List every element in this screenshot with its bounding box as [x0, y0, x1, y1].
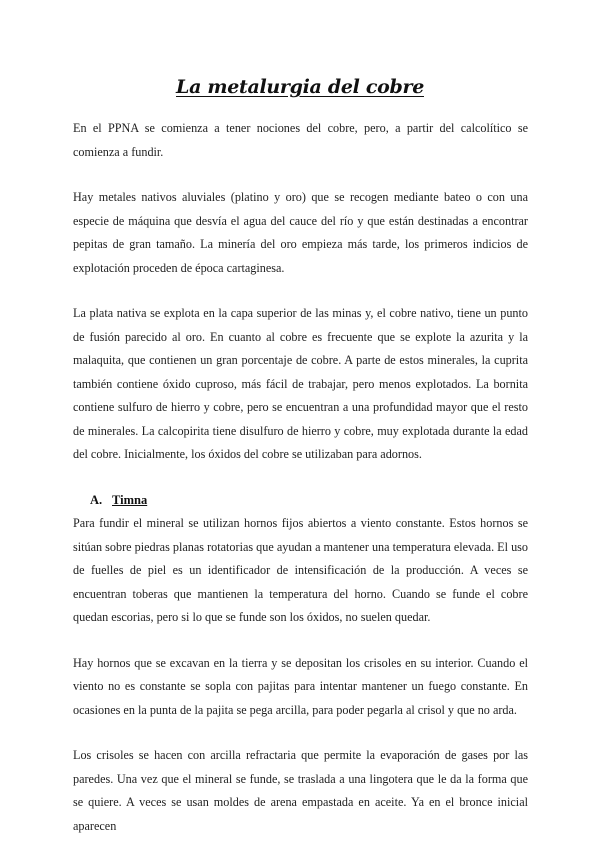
paragraph-minerals: La plata nativa se explota en la capa superior de las minas y, el cobre nativo, tiene un punto de fusión parecido al oro. En cuanto al cobre es frecuente que se explote la azurita y la malaquita, que contienen un gran porcentaje de cobre. A parte de estos minerales, la cuprita también contiene óxido cuproso, más fácil de trabajar, pero menos explotados. La bornita contiene sulfuro de hierro y cobre, pero se encuentran a una profundidad mayor que el resto de minerales. La calcopirita tiene disulfuro de hierro y cobre, muy explotada durante la edad del cobre. Inicialmente, los óxidos del cobre se utilizaban para adornos. — [73, 306, 528, 461]
paragraph-intro: En el PPNA se comienza a tener nociones del cobre, pero, a partir del calcolítico se comienza a fundir. — [73, 121, 528, 159]
paragraph-crucibles: Los crisoles se hacen con arcilla refractaria que permite la evaporación de gases por las paredes. Una vez que el mineral se funde, se traslada a una lingotera que le da la forma que se quiere. A veces se usan moldes de arena empastada en aceite. Ya en el bronce inicial aparecen — [73, 748, 528, 833]
document-title: La metalurgia del cobre — [176, 76, 424, 98]
section-letter: A. — [90, 492, 103, 507]
paragraph-furnaces: Para fundir el mineral se utilizan hornos fijos abiertos a viento constante. Estos hornos se sitúan sobre piedras planas rotatorias que ayudan a mantener una temperatura elevada. El uso de fuelles de piel es un identificador de intensificación de la producción. A veces se encuentran toberas que mantienen la temperatura del horno. Cuando se funde el cobre quedan escorias, pero si lo que se funde son los óxidos, no suelen quedar. — [73, 516, 528, 624]
document-body — [73, 117, 528, 860]
paragraph-native-metals: Hay metales nativos aluviales (platino y oro) que se recogen mediante bateo o con una especie de máquina que desvía el agua del cauce del río y que están destinadas a encontrar pepitas de gran tamaño. La minería del oro empieza más tarde, los primeros indicios de explotación proceden de época cartaginesa. — [73, 190, 528, 275]
section-heading-text: Timna — [112, 492, 148, 507]
paragraph-excavated-furnaces: Hay hornos que se excavan en la tierra y se depositan los crisoles en su interior. Cuando el viento no es constante se sopla con pajitas para intentar mantener un fuego constante. En ocasiones en la punta de la pajita se pega arcilla, para poder pegarla al crisol y que no arda. — [73, 655, 528, 717]
section-heading-timna — [73, 489, 528, 513]
